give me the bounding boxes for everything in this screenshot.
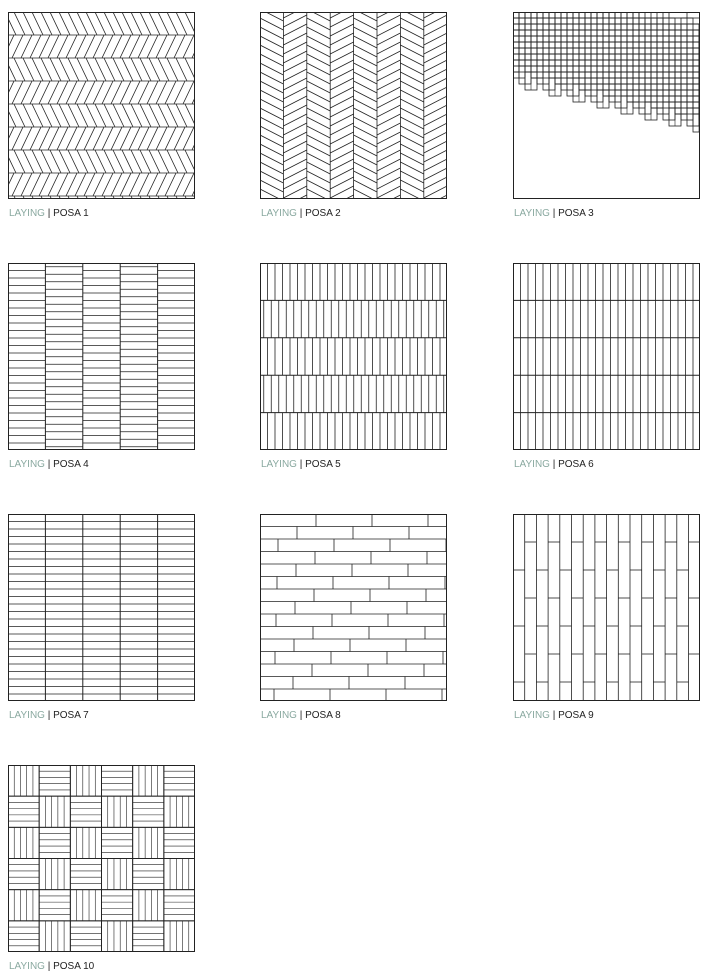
pattern-drawing-7 [8,514,195,701]
pattern-caption-3 [514,208,594,220]
caption-pattern-name: POSA 9 [558,710,594,721]
pattern-drawing-3 [513,12,700,199]
caption-separator: | [296,459,306,470]
caption-keyword: LAYING [9,208,45,219]
pattern-drawing-9 [513,514,700,701]
caption-pattern-name: POSA 8 [305,710,341,721]
caption-pattern-name: POSA 2 [305,208,341,219]
pattern-tile-8 [260,514,447,701]
pattern-tile-7 [8,514,195,701]
caption-pattern-name: POSA 7 [53,710,89,721]
caption-keyword: LAYING [514,208,550,219]
pattern-tile-6 [513,263,700,450]
pattern-caption-4 [9,459,89,471]
caption-separator: | [44,208,54,219]
caption-keyword: LAYING [261,208,297,219]
caption-pattern-name: POSA 6 [558,459,594,470]
pattern-tile-9 [513,514,700,701]
caption-pattern-name: POSA 1 [53,208,89,219]
pattern-tile-10 [8,765,195,952]
pattern-tile-3 [513,12,700,199]
pattern-drawing-2 [260,12,447,199]
caption-keyword: LAYING [514,459,550,470]
caption-separator: | [549,208,559,219]
pattern-caption-7 [9,710,89,722]
caption-pattern-name: POSA 5 [305,459,341,470]
pattern-caption-6 [514,459,594,471]
pattern-caption-10 [9,961,94,973]
caption-keyword: LAYING [514,710,550,721]
pattern-tile-1 [8,12,195,199]
caption-pattern-name: POSA 3 [558,208,594,219]
pattern-caption-9 [514,710,594,722]
caption-keyword: LAYING [261,459,297,470]
pattern-tile-5 [260,263,447,450]
pattern-drawing-4 [8,263,195,450]
caption-separator: | [296,208,306,219]
pattern-caption-1 [9,208,89,220]
caption-keyword: LAYING [9,710,45,721]
caption-separator: | [44,961,54,972]
pattern-caption-8 [261,710,341,722]
pattern-tile-2 [260,12,447,199]
pattern-drawing-8 [260,514,447,701]
caption-separator: | [44,459,54,470]
pattern-drawing-1 [8,12,195,199]
caption-separator: | [296,710,306,721]
pattern-drawing-6 [513,263,700,450]
caption-keyword: LAYING [9,961,45,972]
pattern-caption-2 [261,208,341,220]
caption-separator: | [549,710,559,721]
pattern-drawing-5 [260,263,447,450]
caption-separator: | [549,459,559,470]
caption-keyword: LAYING [9,459,45,470]
caption-pattern-name: POSA 10 [53,961,95,972]
caption-pattern-name: POSA 4 [53,459,89,470]
caption-separator: | [44,710,54,721]
pattern-drawing-10 [8,765,195,952]
pattern-caption-5 [261,459,341,471]
pattern-tile-4 [8,263,195,450]
caption-keyword: LAYING [261,710,297,721]
